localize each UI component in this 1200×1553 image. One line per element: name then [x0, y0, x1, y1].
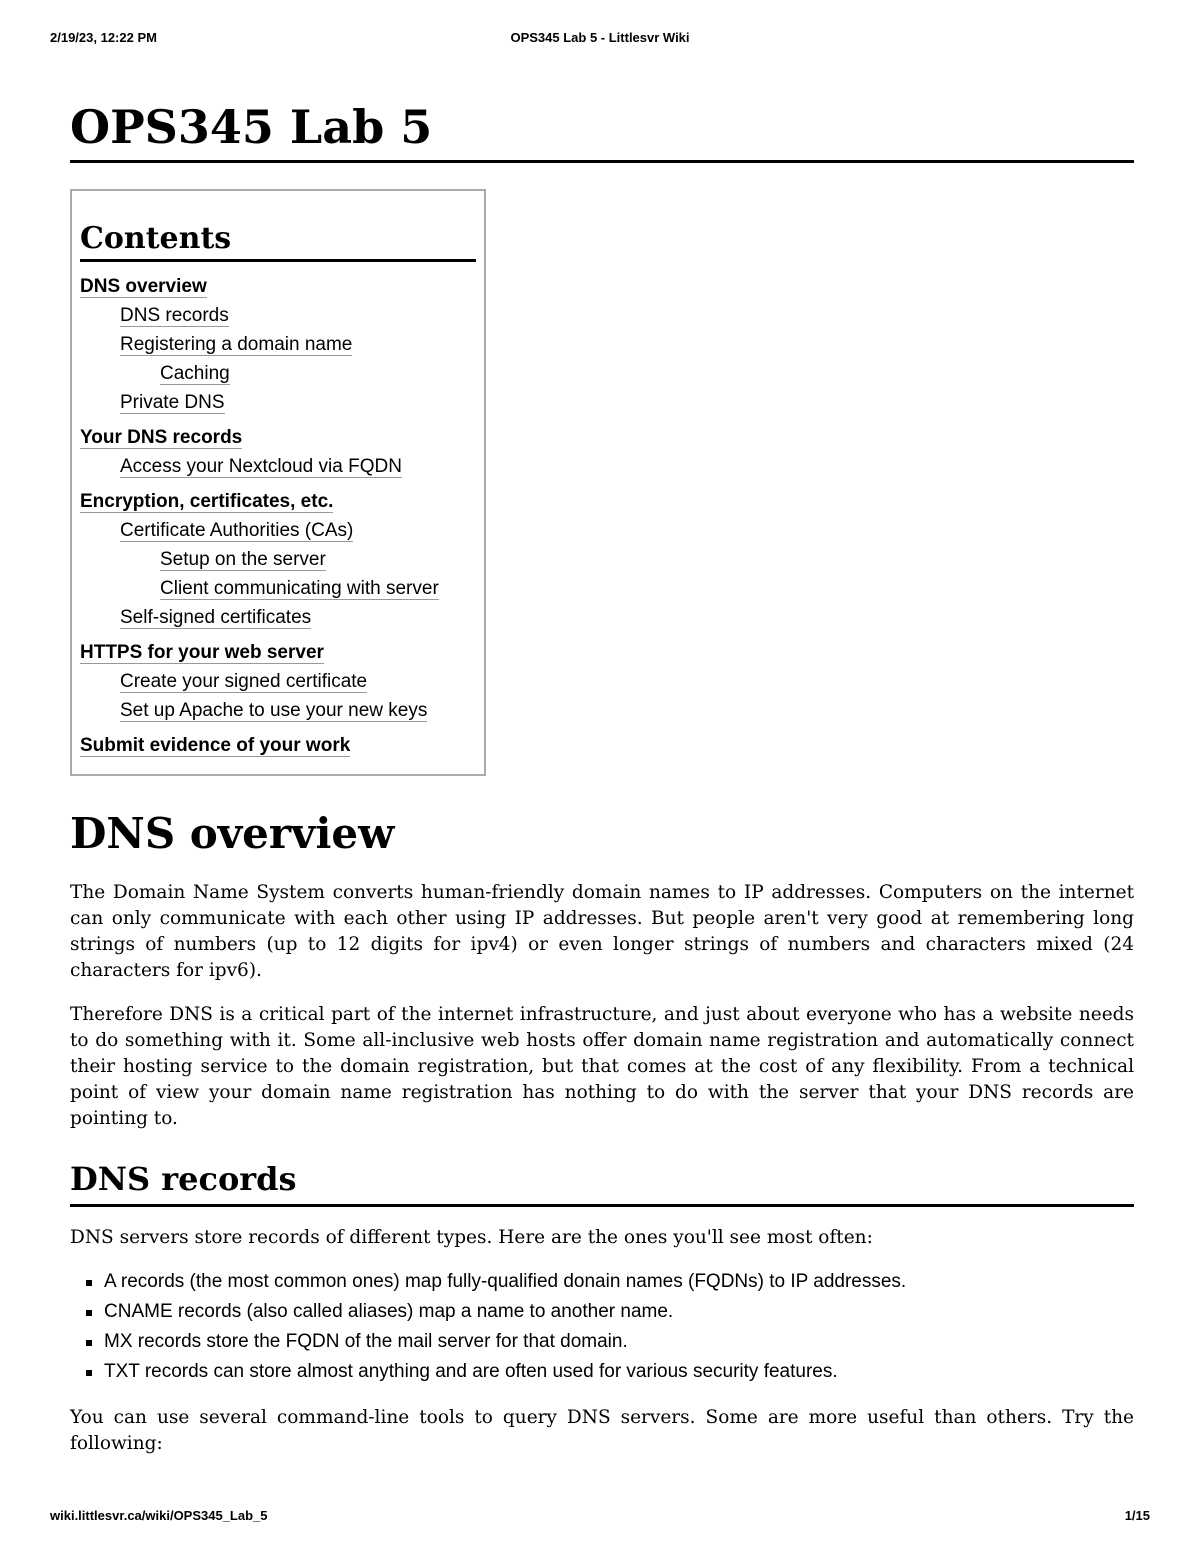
toc-link[interactable]: Submit evidence of your work — [80, 735, 351, 756]
toc-item — [80, 696, 476, 725]
page-title: OPS345 Lab 5 — [70, 96, 1134, 163]
toc-link[interactable]: Caching — [160, 363, 230, 384]
toc-link[interactable]: Client communicating with server — [160, 578, 439, 599]
toc-link[interactable]: Certificate Authorities (CAs) — [120, 520, 354, 541]
toc-heading: Contents — [80, 219, 476, 262]
section-heading-dns-overview: DNS overview — [70, 809, 395, 858]
toc-item — [80, 731, 476, 760]
print-header — [50, 30, 1150, 50]
toc-item — [80, 388, 476, 417]
print-date: 2/19/23, 12:22 PM — [50, 30, 157, 45]
toc-link[interactable]: Set up Apache to use your new keys — [120, 700, 428, 721]
toc-link[interactable]: Your DNS records — [80, 427, 243, 448]
table-of-contents — [70, 189, 486, 776]
toc-list — [80, 272, 476, 760]
toc-link[interactable]: DNS overview — [80, 276, 207, 297]
toc-link[interactable]: Registering a domain name — [120, 334, 353, 355]
toc-item — [80, 272, 476, 301]
toc-item — [80, 359, 476, 388]
toc-link[interactable]: Self-signed certificates — [120, 607, 312, 628]
toc-item — [80, 423, 476, 452]
toc-link[interactable]: DNS records — [120, 305, 229, 326]
list-item: TXT records can store almost anything and are often used for various security features. — [104, 1357, 1134, 1387]
toc-item — [80, 516, 476, 545]
list-item: MX records store the FQDN of the mail server for that domain. — [104, 1327, 1134, 1357]
paragraph: You can use several command-line tools to query DNS servers. Some are more useful than others. Try the following: — [70, 1407, 1134, 1454]
toc-item — [80, 574, 476, 603]
paragraph: Therefore DNS is a critical part of the internet infrastructure, and just about everyone who has a website needs to do something with it. Some all-inclusive web hosts offer domain name registration and automatically connect their hosting service to the domain registration, but that comes at the cost of any flexibility. From a technical point of view your domain name registration has nothing to do with the server that your DNS records are pointing to. — [70, 1004, 1134, 1129]
toc-link[interactable]: Create your signed certificate — [120, 671, 368, 692]
toc-item — [80, 330, 476, 359]
toc-item — [80, 638, 476, 667]
toc-item — [80, 487, 476, 516]
paragraph: The Domain Name System converts human-friendly domain names to IP addresses. Computers on the internet can only communicate with each other using IP addresses. But people aren't very good at remembering long strings of numbers (up to 12 digits for ipv4) or even longer strings of numbers and characters mixed (24 characters for ipv6). — [70, 882, 1134, 981]
toc-link[interactable]: Private DNS — [120, 392, 225, 413]
print-title: OPS345 Lab 5 - Littlesvr Wiki — [510, 30, 690, 45]
toc-item — [80, 667, 476, 696]
toc-item — [80, 301, 476, 330]
toc-link[interactable]: Access your Nextcloud via FQDN — [120, 456, 402, 477]
article-content — [70, 96, 1134, 1457]
toc-link[interactable]: HTTPS for your web server — [80, 642, 324, 663]
toc-item — [80, 452, 476, 481]
record-type-list — [70, 1267, 1134, 1387]
list-item: A records (the most common ones) map fully-qualified donain names (FQDNs) to IP addresses. — [104, 1267, 1134, 1297]
section-heading-dns-records: DNS records — [70, 1158, 1134, 1207]
toc-item — [80, 545, 476, 574]
print-url: wiki.littlesvr.ca/wiki/OPS345_Lab_5 — [50, 1508, 268, 1523]
toc-link[interactable]: Encryption, certificates, etc. — [80, 491, 334, 512]
list-item: CNAME records (also called aliases) map a name to another name. — [104, 1297, 1134, 1327]
paragraph: DNS servers store records of different types. Here are the ones you'll see most often: — [70, 1227, 873, 1248]
page-number: 1/15 — [1124, 1508, 1150, 1523]
toc-item — [80, 603, 476, 632]
toc-link[interactable]: Setup on the server — [160, 549, 326, 570]
